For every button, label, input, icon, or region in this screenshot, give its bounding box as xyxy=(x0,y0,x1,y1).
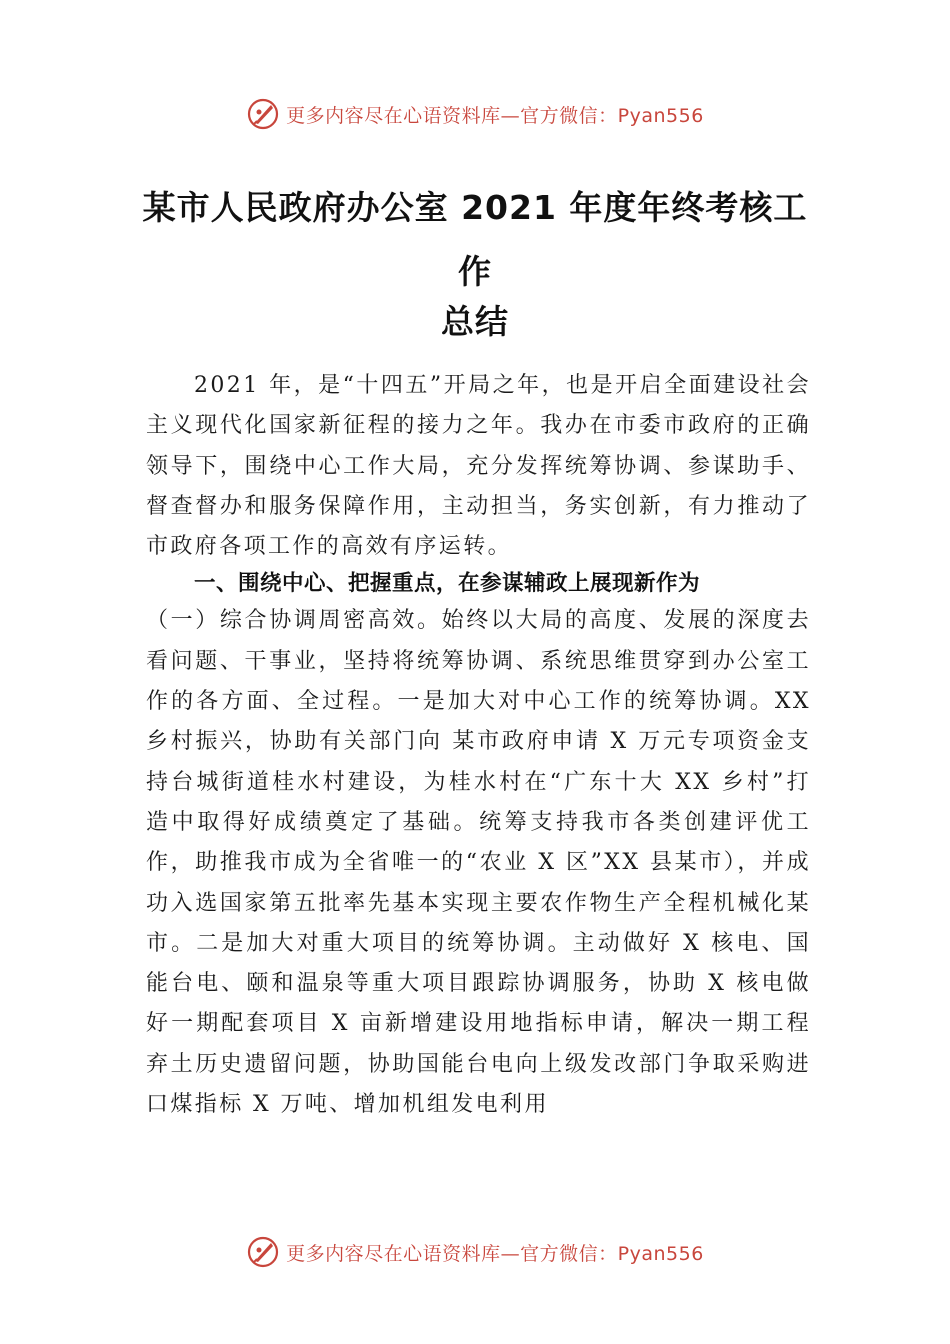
document-title-line-1: 某市人民政府办公室 2021 年度年终考核工 xyxy=(142,188,808,227)
watermark-text: 更多内容尽在心语资料库—官方微信：Pyan556 xyxy=(286,1242,704,1265)
document-title-line-3: 总结 xyxy=(441,302,509,341)
section-heading-1: 一、围绕中心、把握重点，在参谋辅政上展现新作为 xyxy=(194,571,701,597)
feather-pen-logo-icon xyxy=(246,1235,280,1269)
section-1-paragraph: （一）综合协调周密高效。始终以大局的高度、发展的深度去看问题、干事业，坚持将统筹协调、系统思维贯穿到办公室工作的各方面、全过程。一是加大对中心工作的统筹协调。XX 乡村振兴，协助有关部门向 某市政府申请 X 万元专项资金支持台城街道桂水村建设，为桂水村在“广东十大 XX 乡村”打造中取得好成绩奠定了基础。统筹支持我市各类创建评优工作，助推我市成为全省唯一的“农业 X 区”XX 县某市），并成功入选国家第五批率先基本实现主要农作物生产全程机械化某市。二是加大对重大项目的统筹协调。主动做好 X 核电、国能台电、颐和温泉等重大项目跟踪协调服务，协助 X 核电做好一期配套项目 X 亩新增建设用地指标申请，解决一期工程弃土历史遗留问题，协助国能台电向上级发改部门争取采购进口煤指标 X 万吨、增加机组发电利用 xyxy=(146,608,811,1118)
document-body xyxy=(146,366,811,1125)
intro-paragraph: 2021 年，是“十四五”开局之年，也是开启全面建设社会主义现代化国家新征程的接力之年。我办在市委市政府的正确领导下，围绕中心工作大局，充分发挥统筹协调、参谋助手、督查督办和服务保障作用，主动担当，务实创新，有力推动了市政府各项工作的高效有序运转。 xyxy=(146,373,811,560)
document-title-line-2: 作 xyxy=(458,252,492,291)
footer-watermark xyxy=(0,1232,950,1272)
feather-pen-logo-icon xyxy=(246,97,280,131)
header-watermark xyxy=(0,94,950,134)
watermark-text: 更多内容尽在心语资料库—官方微信：Pyan556 xyxy=(286,104,704,127)
